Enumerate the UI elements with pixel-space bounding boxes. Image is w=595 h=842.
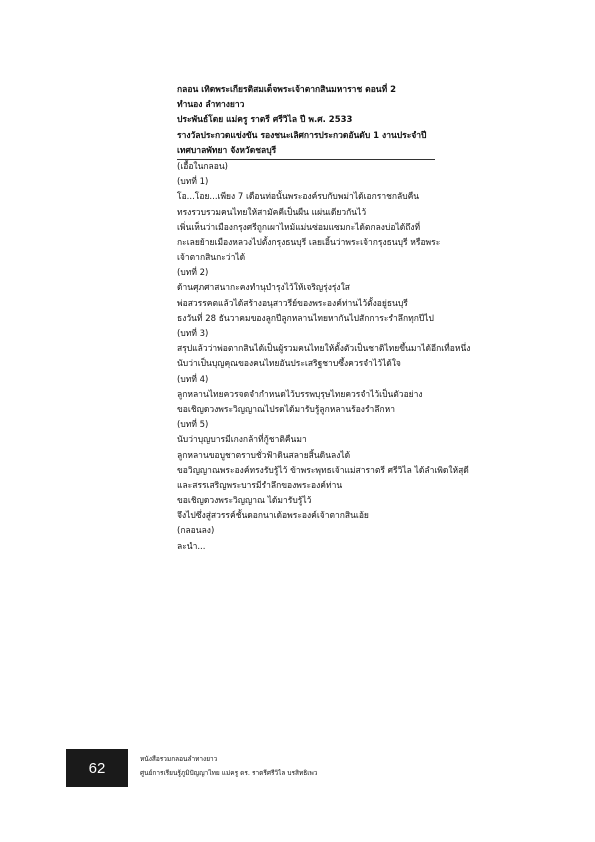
poem-line: ลูกหลานขอบูชาตราบชั่วฟ้าดินสลายสิ้นดินลงได้ — [177, 450, 351, 461]
poem-line: ธงวันที่ 28 ธันวาคมของลูกปีลูกหลานไทยหากันไปสักการะรำลึกทุกปีไป — [177, 313, 434, 324]
poem-line: เจ้าตากสินกะว่าได้ — [177, 253, 246, 264]
poem-header — [177, 83, 517, 159]
footer-publisher: ศูนย์การเรียนรู้ภูมิปัญญาไทย แม่ครู ดร. ราตรีศรีวิไล บรสิทธิเพว — [140, 769, 318, 777]
poem-line: เพิ่นเห็นว่าเมืองกรุงศรีถูกเผาไหม้แม่นซ่อมแซมกะได้ตกลงบ่อได้ถึงที่ — [177, 222, 421, 233]
page-number: 62 — [88, 759, 106, 777]
footer-book-title: หนังสือรวมกลอนลำทางยาว — [140, 755, 218, 763]
poem-line: ด้านศุภศาสนากะคงทำนุบำรุงไว้ให้เจริญรุ่งรุ่งใส — [177, 283, 350, 294]
poem-award-location: เทศบาลพัทยา จังหวัดชลบุรี — [177, 145, 277, 156]
poem-line: ขอเชิญดวงพระวิญญาณ ได้มารับรู้ไว้ — [177, 496, 312, 507]
poem-line: สรุปแล้วว่าพ่อตากสินได้เป็นผู้รวมคนไทยให้ตั้งตัวเป็นชาติไทยขึ้นมาได้อีกเทื่อหนึ่ง — [177, 344, 471, 355]
poem-line: (บทที่ 2) — [177, 268, 209, 279]
poem-line: (กลอนลง) — [177, 526, 215, 537]
poem-line: กะเลยย้ายเมืองหลวงไปตั้งกรุงธนบุรี เลยเอิ้นว่าพระเจ้ากรุงธนบุรี หรือพระ — [177, 237, 441, 248]
poem-line: (เอื้อในกลอน) — [177, 161, 228, 172]
poem-line: ลูกหลานไทยควรจดจำกำหนดไว้บรรพบุรุษไทยควรจำไว้เป็นตัวอย่าง — [177, 389, 423, 400]
poem-line: ทรงรวบรวมคนไทยให้สามัคคีเป็นผืน แผ่นเดียวกันไว้ — [177, 207, 367, 218]
page-number-box — [66, 749, 128, 787]
poem-line: นับว่าเป็นบุญคุณของคนไทยอันประเสริฐชาบซึ้งควรจำไว้ได้ใจ — [177, 359, 401, 370]
poem-line: (บทที่ 1) — [177, 177, 209, 188]
poem-award: รางวัลประกวดแข่งขัน รองชนะเลิศการประกวดอันดับ 1 งานประจำปี — [177, 130, 427, 141]
poem-line: (บทที่ 4) — [177, 374, 209, 385]
poem-line: นับว่าบุญบารมีเกงกล้าที่กู้ชาติคืนมา — [177, 435, 307, 446]
poem-title: กลอน เทิดพระเกียรติสมเด็จพระเจ้าตากสินมหาราช ตอนที่ 2 — [177, 85, 397, 95]
poem-line: ละนำ... — [177, 541, 206, 552]
poem-line: โอ...โอย...เพียง 7 เดือนท่อนั้นพระองค์รบกับพม่าได้เอกราชกลับคืน — [177, 192, 420, 203]
poem-body — [177, 160, 517, 555]
poem-content — [177, 83, 517, 555]
poem-line: (บทที่ 5) — [177, 420, 209, 431]
poem-line: จึงไปซึ่งสู่สวรรค์ชั้นดอกนาเด้อพระองค์เจ้าตากสินเอ้ย — [177, 511, 369, 522]
poem-line: พ่อสวรรคตแล้วได้สร้างอนุสาวรีย์ของพระองค์ท่านไว้ตั้งอยู่ธนบุรี — [177, 298, 408, 309]
poem-melody: ทำนอง ลำทางยาว — [177, 100, 245, 111]
poem-line: (บทที่ 3) — [177, 329, 209, 339]
poem-line: และสรรเสริญพระบารมีรำลึกของพระองค์ท่าน — [177, 480, 343, 491]
poem-line: ขอเชิญดวงพระวิญญาณไปรดได้มารับรู้ลูกหลานร้องรำลึกหา — [177, 404, 396, 415]
poem-author: ประพันธ์โดย แม่ครู ราตรี ศรีวิไล ปี พ.ศ. 2533 — [177, 115, 353, 126]
poem-line: ขอวิญญาณพระองค์ทรงรับรู้ไว้ ข้าพระพุทธเจ้าแม่สาราตรี ศรีวิไล ได้ลำเพิดให้สุดี — [177, 465, 469, 476]
page-footer — [140, 752, 440, 780]
